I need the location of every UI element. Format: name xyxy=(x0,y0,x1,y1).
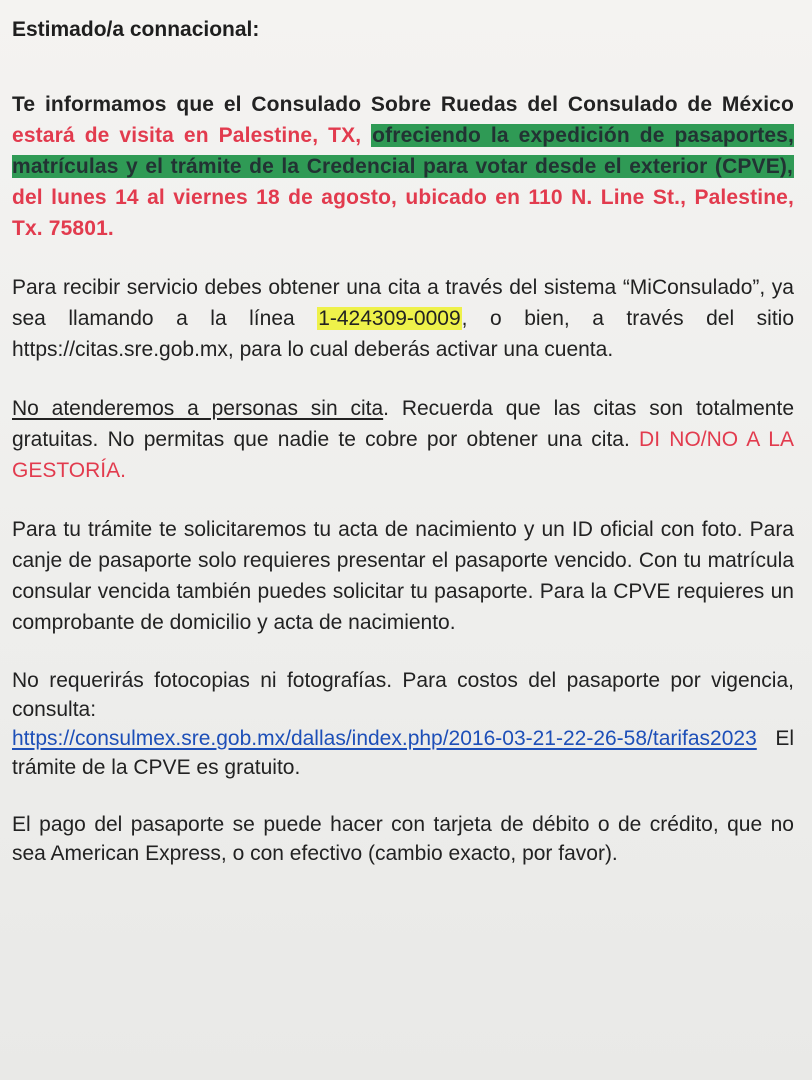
paragraph-appointment xyxy=(12,272,794,365)
announcement-location: estará de visita en Palestine, TX, xyxy=(12,124,372,147)
announcement-services-highlight: ofreciendo la expedición de pasaportes, matrículas y el trámite de la Credencial para votar desde el exterior (CPVE), xyxy=(12,124,794,178)
paragraph-costs xyxy=(12,666,794,782)
tariffs-link[interactable]: https://consulmex.sre.gob.mx/dallas/index.php/2016-03-21-22-26-58/tarifas2023 xyxy=(12,727,757,750)
paragraph-payment: El pago del pasaporte se puede hacer con tarjeta de débito o de crédito, que no sea American Express, o con efectivo (cambio exacto, por favor). xyxy=(12,813,794,865)
no-walkins-underlined: No atenderemos a personas sin cita xyxy=(12,397,384,420)
phone-number-highlight: 1-424309-0009 xyxy=(318,307,461,330)
appointment-text-cont: , o bien, a través del sitio https://citas.sre.gob.mx, para lo cual deberás activar una cuenta. xyxy=(12,307,794,361)
paragraph-requirements: Para tu trámite te solicitaremos tu acta de nacimiento y un ID oficial con foto. Para canje de pasaporte solo requieres presentar el pasaporte vencido. Con tu matrícula consular vencida también puedes solicitar tu pasaporte. Para la CPVE requieres un comprobante de domicilio y acta de nacimiento. xyxy=(12,518,794,634)
cpve-free-text: El trámite de la CPVE es gratuito. xyxy=(12,727,794,779)
paragraph-visit-announcement xyxy=(12,89,794,244)
no-gestoria-warning: DI NO/NO A LA GESTORÍA. xyxy=(12,428,794,482)
appointment-text: Para recibir servicio debes obtener una cita a través del sistema “MiConsulado”, ya sea llamando a la línea xyxy=(12,276,794,330)
costs-intro: No requerirás fotocopias ni fotografías. Para costos del pasaporte por vigencia, consulta: xyxy=(12,669,794,721)
announcement-intro: Te informamos que el Consulado Sobre Ruedas del Consulado de México xyxy=(12,93,794,116)
salutation: Estimado/a connacional: xyxy=(12,18,260,41)
announcement-dates-address: del lunes 14 al viernes 18 de agosto, ubicado en 110 N. Line St., Palestine, Tx. 75801. xyxy=(12,186,794,240)
free-appointments-text: . Recuerda que las citas son totalmente gratuitas. No permitas que nadie te cobre por obtener una cita. xyxy=(12,397,794,451)
paragraph-no-walkins xyxy=(12,393,794,486)
